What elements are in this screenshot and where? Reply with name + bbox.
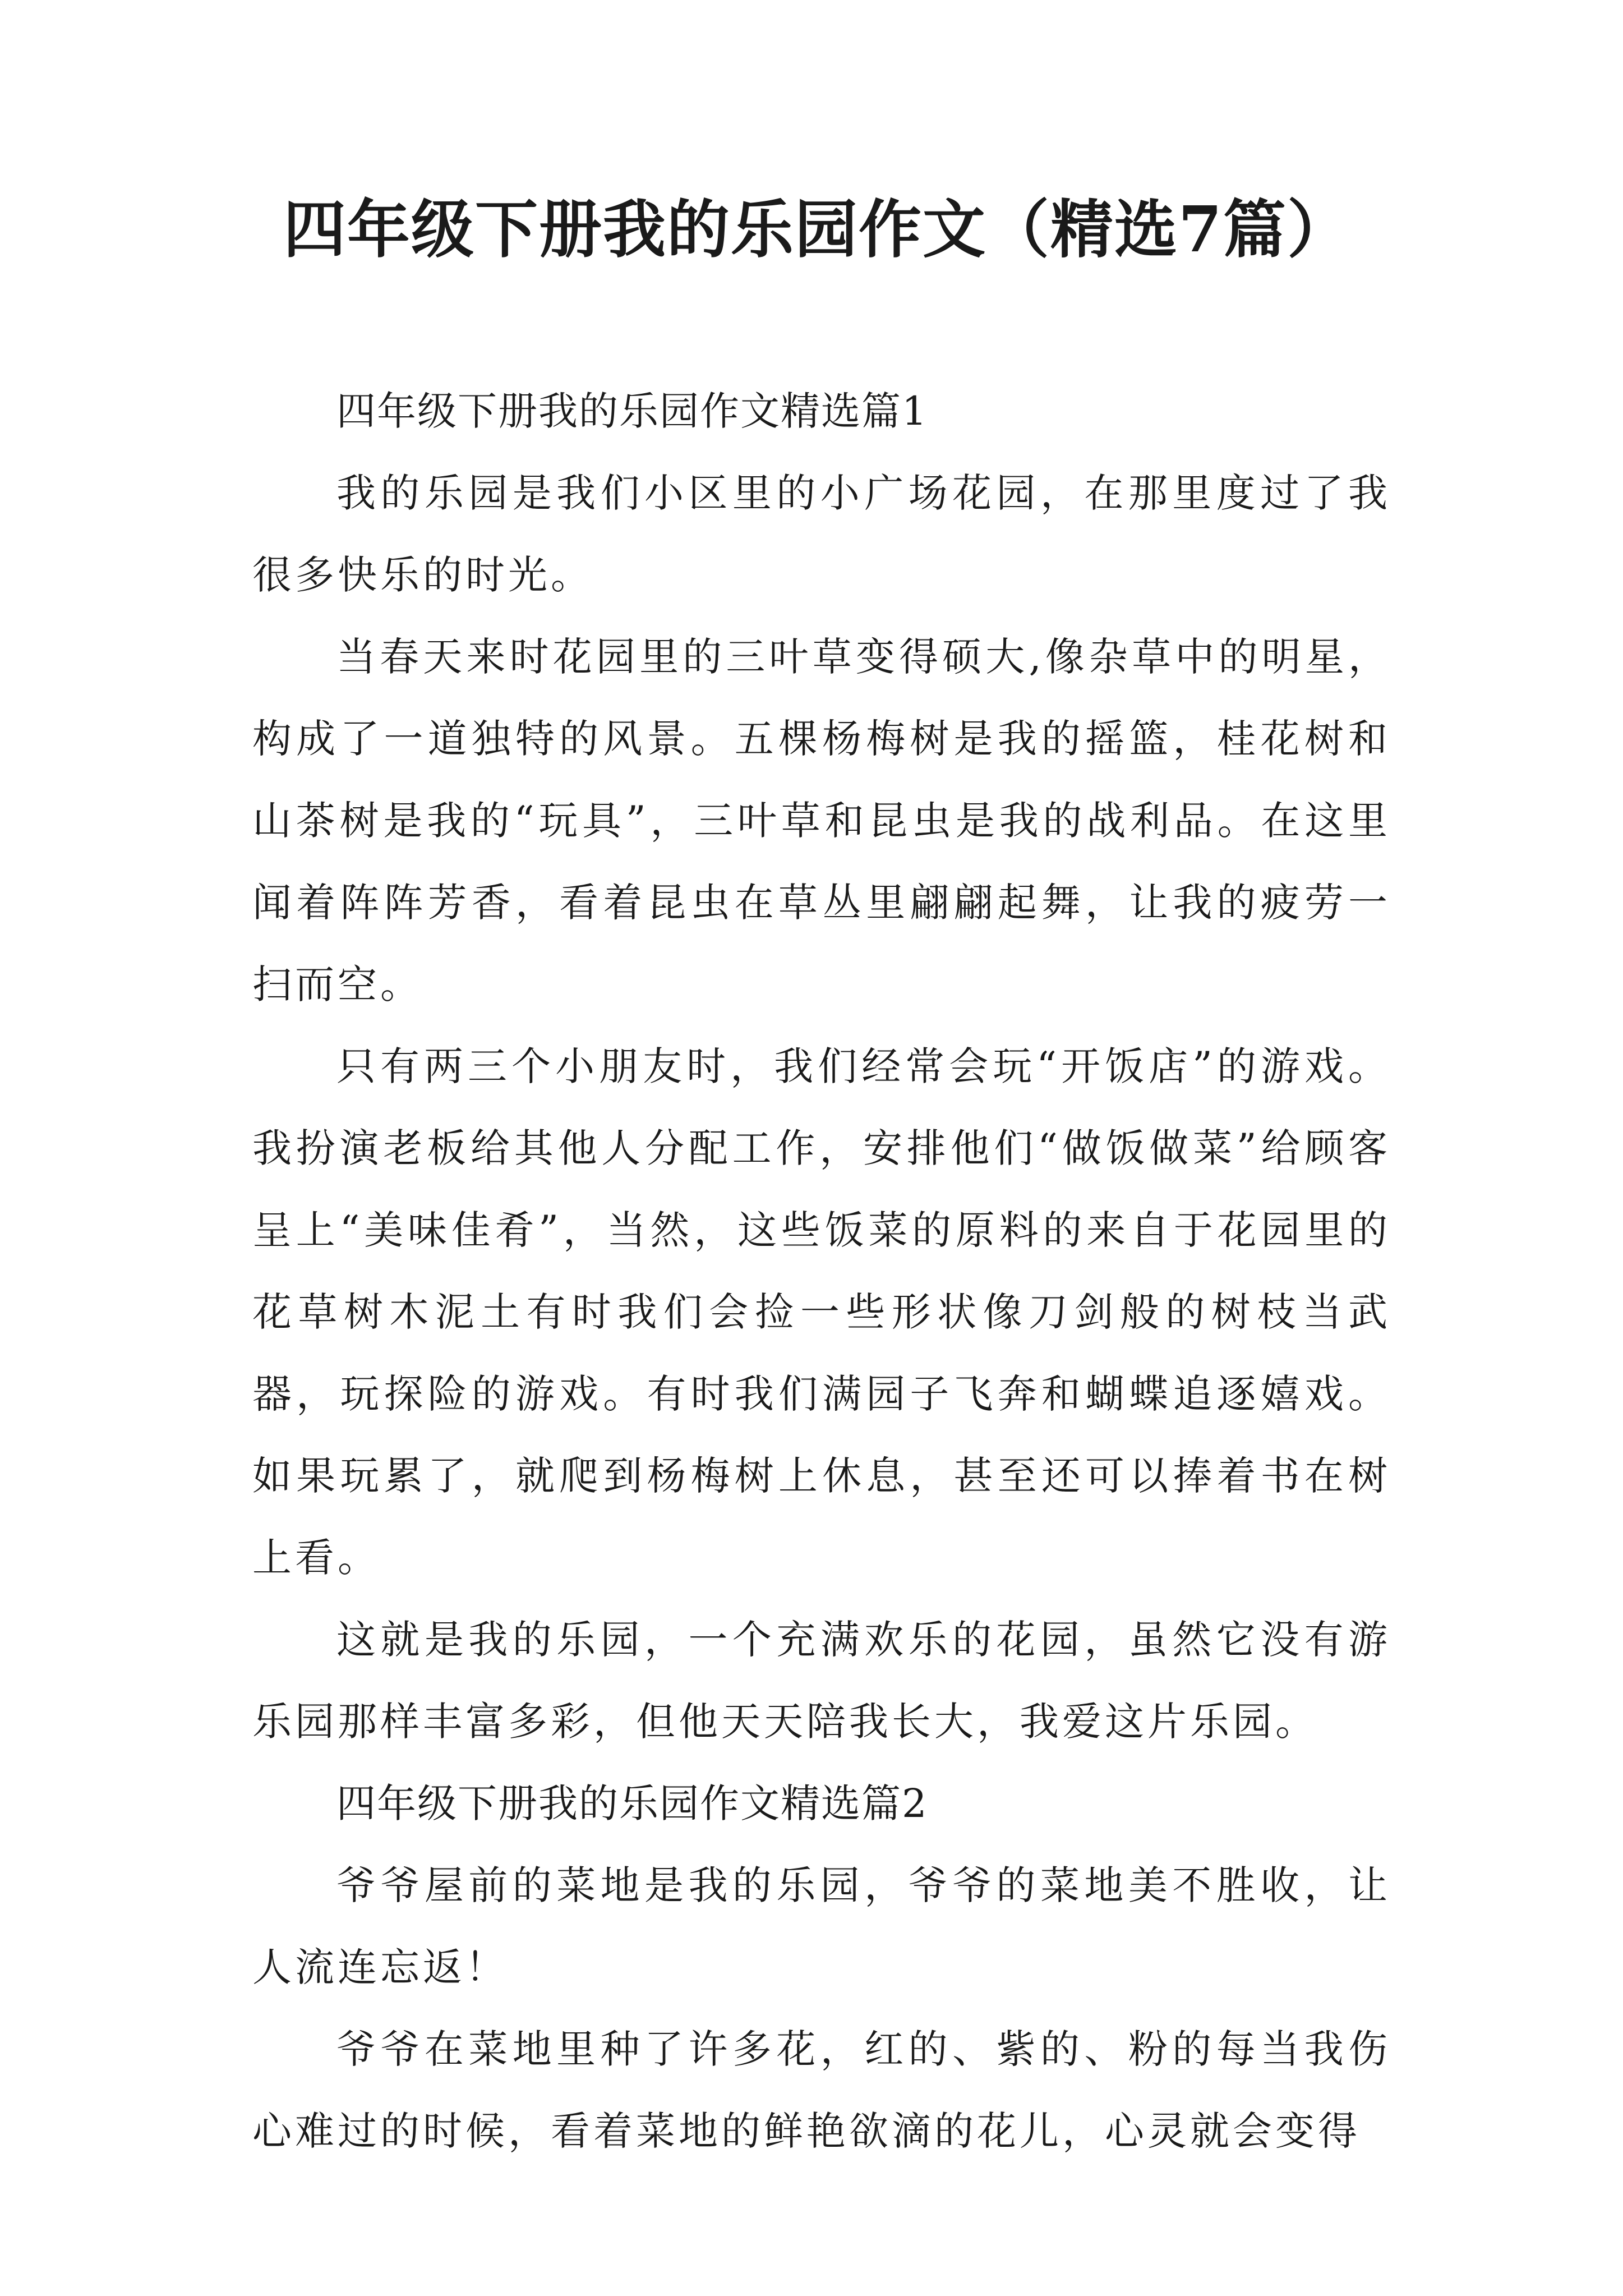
- section-heading-2: 四年级下册我的乐园作文精选篇2: [336, 1780, 928, 1826]
- section-heading-1: 四年级下册我的乐园作文精选篇1: [336, 388, 928, 434]
- paragraph: 爷爷在菜地里种了许多花，红的、紫的、粉的每当我伤心难过的时候，看着菜地的鲜艳欲滴的花儿，心灵就会变得: [252, 2026, 1391, 2154]
- paragraph: 当春天来时花园里的三叶草变得硕大,像杂草中的明星，构成了一道独特的风景。五棵杨梅树是我的摇篮，桂花树和山茶树是我的“玩具”，三叶草和昆虫是我的战利品。在这里闻着阵阵芳香，看着昆虫在草丛里翩翩起舞，让我的疲劳一扫而空。: [252, 634, 1391, 1007]
- document-body: [252, 370, 1391, 2172]
- paragraph: 爷爷屋前的菜地是我的乐园，爷爷的菜地美不胜收，让人流连忘返！: [252, 1862, 1391, 1990]
- paragraph: 我的乐园是我们小区里的小广场花园，在那里度过了我很多快乐的时光。: [252, 470, 1391, 598]
- paragraph: 这就是我的乐园，一个充满欢乐的花园，虽然它没有游乐园那样丰富多彩，但他天天陪我长大，我爱这片乐园。: [252, 1617, 1391, 1745]
- paragraph: 只有两三个小朋友时，我们经常会玩“开饭店”的游戏。我扮演老板给其他人分配工作，安排他们“做饭做菜”给顾客呈上“美味佳肴”，当然，这些饭菜的原料的来自于花园里的花草树木泥土有时我们会捡一些形状像刀剑般的树枝当武器，玩探险的游戏。有时我们满园子飞奔和蝴蝶追逐嬉戏。如果玩累了，就爬到杨梅树上休息，甚至还可以捧着书在树上看。: [252, 1043, 1391, 1581]
- document-title: 四年级下册我的乐园作文（精选7篇）: [283, 193, 1351, 266]
